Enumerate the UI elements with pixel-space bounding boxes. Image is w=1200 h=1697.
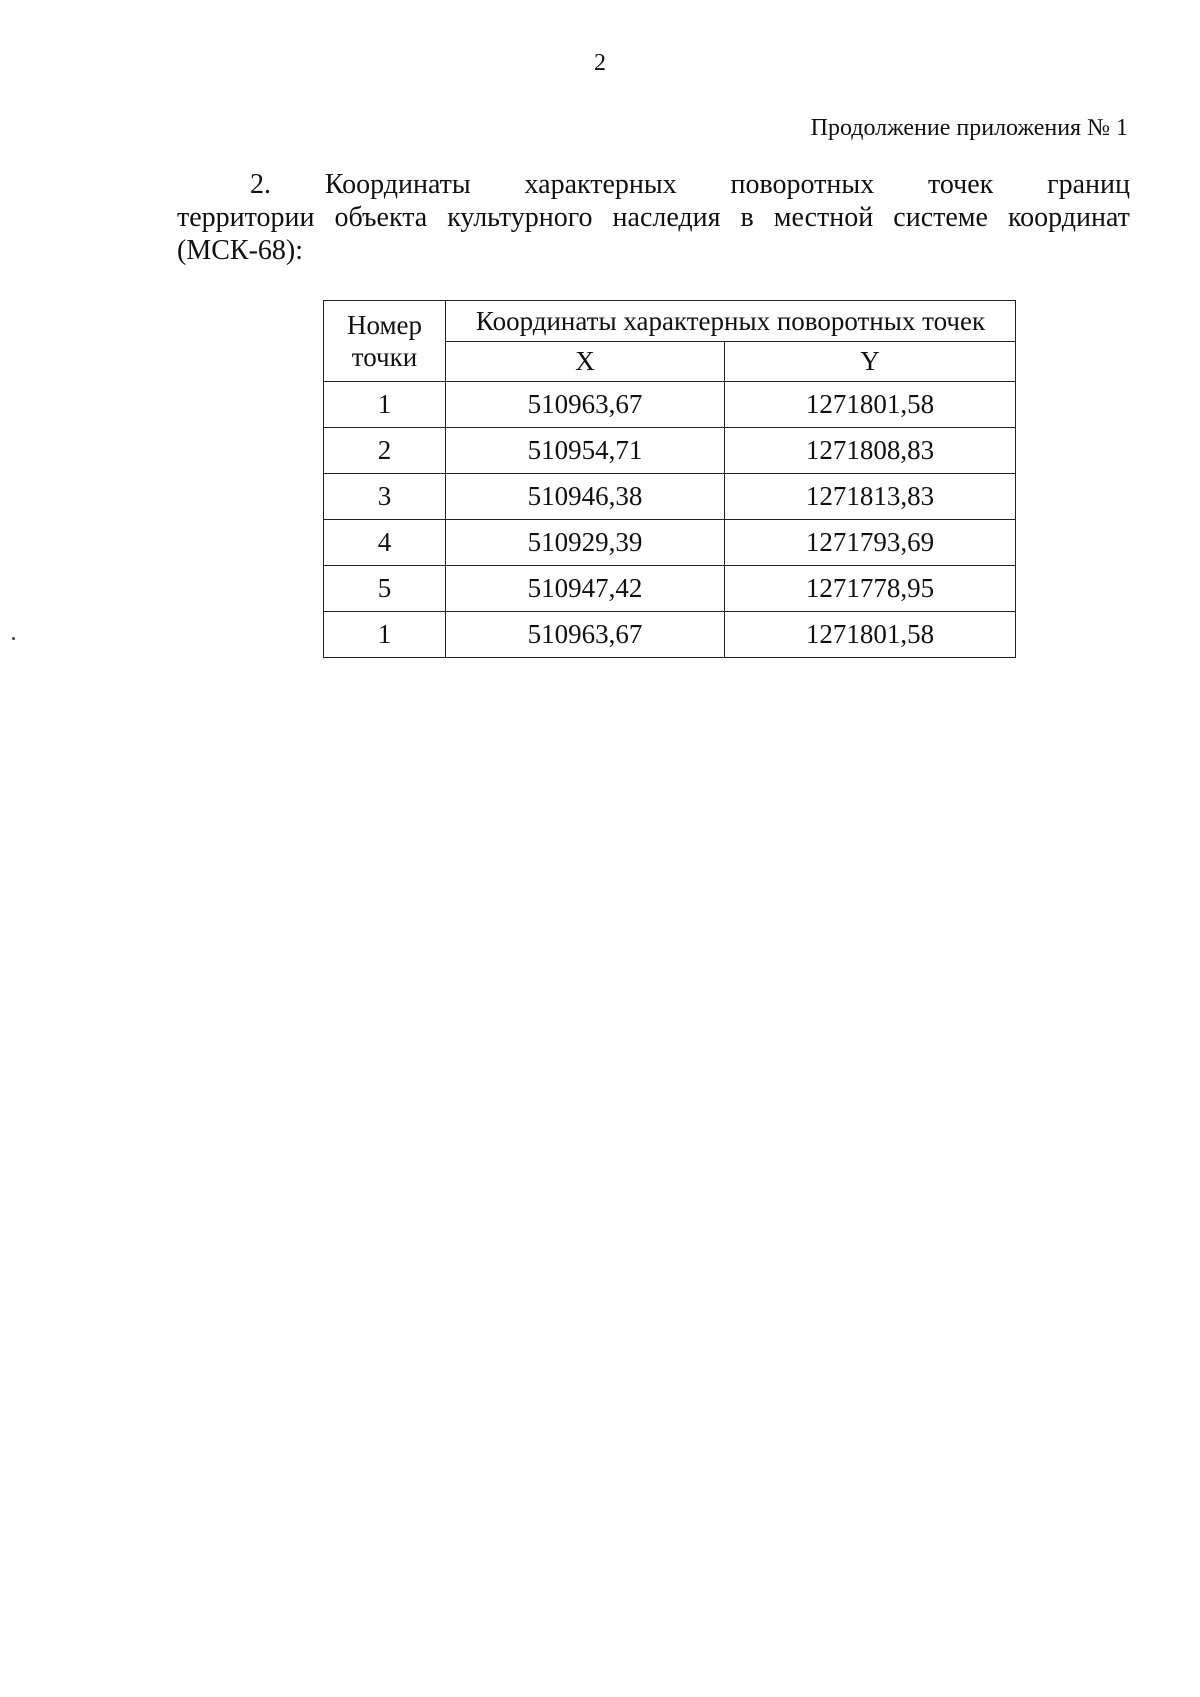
intro-line-2 (177, 201, 1130, 234)
table-row (324, 520, 1016, 566)
intro-word: точек (928, 169, 994, 200)
intro-line-3: (МСК-68): (177, 235, 303, 266)
header-point-number-line2: точки (351, 342, 418, 372)
cell-point-number: 1 (324, 612, 446, 658)
cell-x: 510963,67 (446, 612, 725, 658)
cell-x: 510963,67 (446, 382, 725, 428)
intro-word: поворотных (730, 169, 875, 200)
intro-word: в (740, 202, 754, 233)
header-x: X (446, 342, 725, 382)
intro-word: 2. (250, 169, 271, 200)
intro-word: местной (773, 202, 874, 233)
cell-y: 1271801,58 (725, 612, 1016, 658)
cell-point-number: 5 (324, 566, 446, 612)
intro-word: Координаты (324, 169, 471, 200)
intro-word: координат (1007, 202, 1130, 233)
cell-point-number: 3 (324, 474, 446, 520)
table-row (324, 566, 1016, 612)
header-coordinates-group: Координаты характерных поворотных точек (446, 301, 1016, 342)
cell-point-number: 2 (324, 428, 446, 474)
cell-y: 1271813,83 (725, 474, 1016, 520)
intro-word: территории (177, 202, 315, 233)
table-row (324, 474, 1016, 520)
intro-word: границ (1047, 169, 1130, 200)
cell-y: 1271808,83 (725, 428, 1016, 474)
appendix-label: Продолжение приложения № 1 (810, 115, 1128, 141)
coordinates-table (323, 300, 1016, 658)
intro-word: системе (893, 202, 988, 233)
cell-x: 510946,38 (446, 474, 725, 520)
cell-point-number: 1 (324, 382, 446, 428)
intro-paragraph (177, 168, 1130, 267)
header-y: Y (725, 342, 1016, 382)
table-row (324, 428, 1016, 474)
intro-line-1 (177, 168, 1130, 201)
cell-point-number: 4 (324, 520, 446, 566)
page-number: 2 (594, 50, 606, 76)
table-row (324, 612, 1016, 658)
cell-x: 510954,71 (446, 428, 725, 474)
cell-x: 510929,39 (446, 520, 725, 566)
header-point-number (324, 301, 446, 382)
cell-x: 510947,42 (446, 566, 725, 612)
table-row (324, 382, 1016, 428)
intro-word: наследия (612, 202, 721, 233)
intro-word: характерных (524, 169, 677, 200)
cell-y: 1271778,95 (725, 566, 1016, 612)
header-point-number-line1: Номер (346, 310, 423, 340)
intro-word: объекта (334, 202, 428, 233)
cell-y: 1271793,69 (725, 520, 1016, 566)
cell-y: 1271801,58 (725, 382, 1016, 428)
scan-speck (12, 637, 15, 640)
intro-word: культурного (447, 202, 593, 233)
